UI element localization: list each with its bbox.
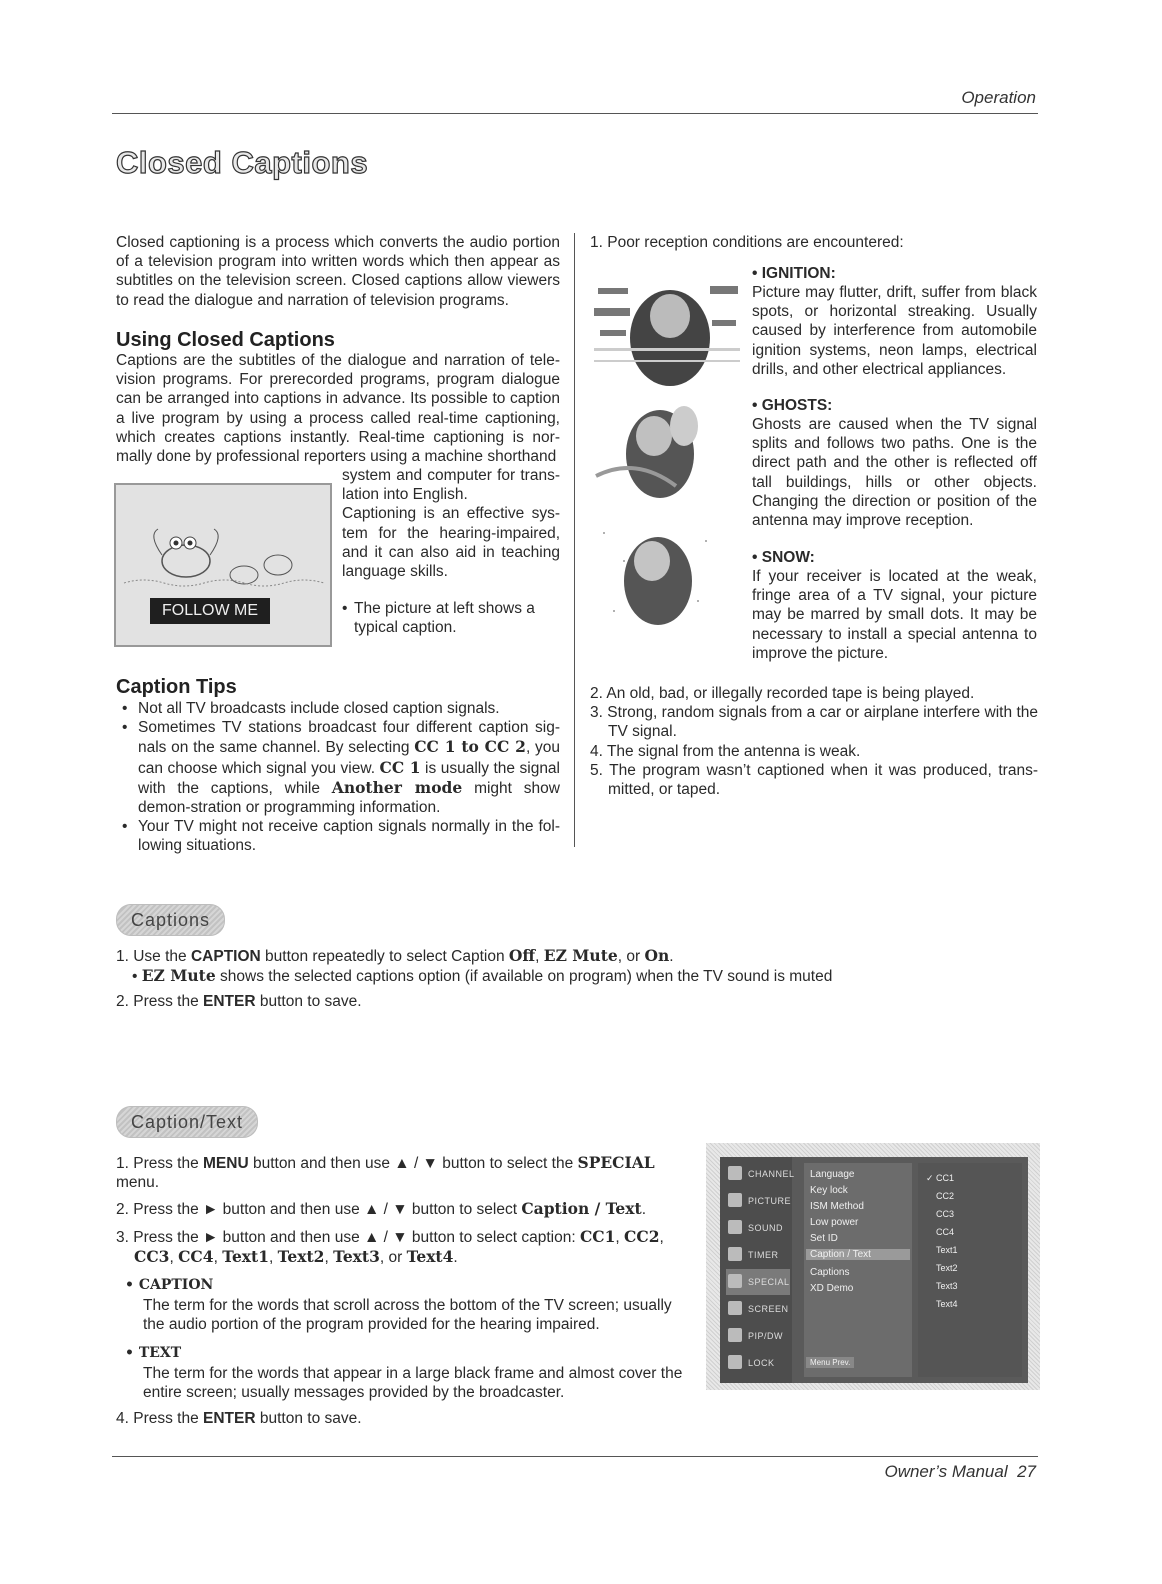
ignition-photo [594,268,740,386]
menu-selected-caption-text: Caption / Text [806,1249,910,1260]
footer-rule [112,1456,1038,1457]
page-title: Closed Captions [116,145,369,180]
caption-example-image [114,483,332,647]
ghosts-text: Ghosts are caused when the TV signal splits and follows two paths. One is the direct path and the other is reflected off tall buildings, hills or other objects. Changing the direction or position of the antenna may improve reception. [752,416,1037,530]
captions-pill: Captions [116,904,225,936]
menu-item-channel: CHANNEL [726,1161,790,1187]
menu-item-lock: LOCK [726,1350,790,1376]
ignition-title: • IGNITION: [752,265,836,282]
using-side-text: system and computer for trans-lation into English. Captioning is an effective sys-tem for the hearing-impaired, and it can also aid in teaching language skills. [342,467,560,581]
tips-list [116,699,560,856]
menu-item-special: SPECIAL [726,1269,790,1295]
snow-image [594,521,720,627]
caption-text-steps [116,1153,696,1428]
snow-title: • SNOW: [752,549,815,566]
pip-icon [728,1328,742,1342]
ghosts-photo [594,396,720,500]
section-label: Operation [961,88,1036,107]
menu-item-sound: SOUND [726,1215,790,1241]
ignition-image [594,268,740,386]
sound-icon [728,1220,742,1234]
snow-photo [594,521,720,627]
tip-item: • Sometimes TV stations broadcast four different caption sig-nals on the same channel. By selecting CC 1 to CC 2, you can choose which signal you view. CC 1 is usually the signal with the captions, while Another mode might show demon-stration or programming information. [116,718,560,817]
ct-text-title: • TEXT [125,1344,182,1361]
lock-icon [728,1355,742,1369]
ct-caption-text: The term for the words that scroll across the bottom of the TV screen; usually the audio portion of the program provided for the hearing impaired. [143,1297,672,1334]
follow-me-caption: FOLLOW ME [150,598,270,624]
tips-heading: Caption Tips [116,676,237,698]
picture-note: • The picture at left shows a typical caption. [342,599,560,637]
footer-label: Owner’s Manual 27 [884,1462,1036,1481]
caption-text-pill: Caption/Text [116,1106,258,1138]
using-paragraph: Captions are the subtitles of the dialogue and narration of tele-vision programs. For prerecorded programs, program dialogue can be arranged into captions in advance. Its possible to caption a live program by using a process called real-time captioning, which creates captions instantly. Real-time captioning is nor-mally done by professional reporters using a machine shorthand [116,352,560,466]
ghosts-title: • GHOSTS: [752,397,833,414]
timer-icon [728,1247,742,1261]
menu-main-column [720,1157,795,1383]
menu-item-pipdw: PIP/DW [726,1323,790,1349]
ct-step-4: 4. Press the ENTER button to save. [116,1410,362,1428]
picture-icon [728,1193,742,1207]
menu-footer: Menu Prev. [806,1357,854,1368]
special-icon [728,1274,742,1288]
captions-note: • EZ Mute shows the selected captions option (if available on program) when the TV sound is muted [132,966,833,986]
column-divider [574,233,575,847]
header-rule [112,113,1038,114]
screen-icon [728,1301,742,1315]
channel-icon [728,1166,742,1180]
using-heading: Using Closed Captions [116,329,335,351]
ct-step-2: 2. Press the ► button and then use ▲ / ▼ button to select Caption / Text. [116,1199,647,1219]
ghosts-image [594,396,720,500]
snow-text: If your receiver is located at the weak, fringe area of a TV signal, your picture may be marred by small dots. It may be necessary to install a special antenna to improve the picture. [752,568,1037,662]
tip-item: • Not all TV broadcasts include closed caption signals. [116,699,560,718]
special-menu-screenshot [706,1143,1040,1390]
captions-steps [116,946,1046,1012]
menu-item-picture: PICTURE [726,1188,790,1214]
menu-special-submenu: Language Key lock ISM Method Low power Set ID Caption / Text Captions XD Demo Menu Prev. [804,1163,912,1377]
situation-1: 1. Poor reception conditions are encountered: [590,234,904,251]
menu-item-screen: SCREEN [726,1296,790,1322]
menu-item-timer: TIMER [726,1242,790,1268]
ct-text-text: The term for the words that appear in a large black frame and almost cover the entire screen; usually messages provided by the broadcaster. [143,1364,683,1402]
ct-step-1: 1. Press the MENU button and then use ▲ / ▼ button to select the SPECIAL menu. [116,1153,655,1192]
situation-list-rest: 2. An old, bad, or illegally recorded tape is being played. 3. Strong, random signals from a car or airplane interfere with the TV signal. 4. The signal from the antenna is weak. 5. The program wasn’t captioned when it was produced, trans-mitted, or taped. [590,685,1038,799]
menu-caption-options: ✓ CC1 CC2 CC3 CC4 Text1 Text2 Text3 Text4 [918,1163,1022,1377]
ct-step-3: 3. Press the ► button and then use ▲ / ▼ button to select caption: CC1, CC2, CC3, CC4, Text1, Text2, Text3, or Text4. [116,1226,664,1266]
captions-step-2: 2. Press the ENTER button to save. [116,993,362,1011]
tip-item: • Your TV might not receive caption signals normally in the fol-lowing situations. [116,817,560,855]
intro-paragraph: Closed captioning is a process which converts the audio portion of a television program into written words which then appear as subtitles on the television screen. Closed captions allow viewers to read the dialogue and narration of television programs. [116,234,560,309]
ct-caption-title: • CAPTION [125,1277,214,1294]
captions-step-1: 1. Use the CAPTION button repeatedly to select Caption Off, EZ Mute, or On. [116,946,674,965]
page-number: 27 [1017,1462,1036,1481]
ignition-text: Picture may flutter, drift, suffer from black spots, or horizontal streaking. Usually caused by interference from automobile ignition systems, neon lamps, electrical drills, and other electrical appliances. [752,284,1037,378]
